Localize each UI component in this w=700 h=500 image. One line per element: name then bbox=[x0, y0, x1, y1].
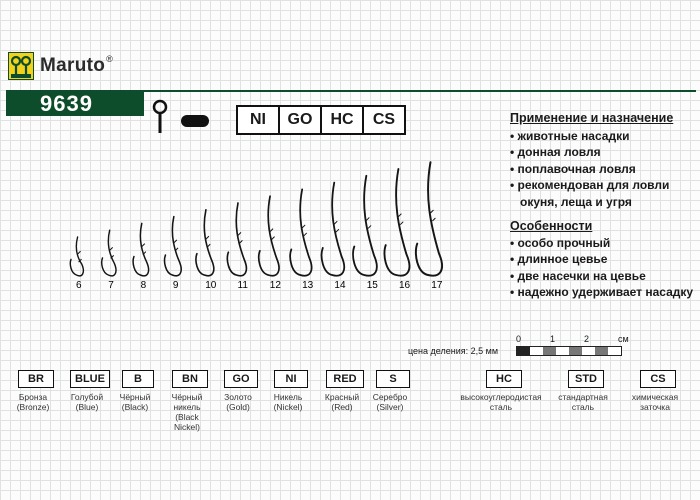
list-item: • надежно удерживает насадку bbox=[510, 284, 696, 300]
brand-name: Maruto® bbox=[40, 53, 114, 76]
hook-size-label: 15 bbox=[366, 280, 378, 291]
hook-size-label: 14 bbox=[334, 280, 346, 291]
legend-code-std: STD bbox=[568, 370, 604, 388]
hook-17 bbox=[416, 162, 443, 291]
hook-size-label: 16 bbox=[399, 280, 411, 291]
legend-code-ni: NI bbox=[274, 370, 308, 388]
legend-caption: Голубой (Blue) bbox=[70, 392, 104, 412]
legend-caption: Серебро (Silver) bbox=[372, 392, 408, 412]
scale-tick: 2 bbox=[584, 334, 590, 344]
hook-size-label: 13 bbox=[302, 280, 314, 291]
legend-caption: Чёрный (Black) bbox=[119, 392, 151, 412]
legend-code-go: GO bbox=[224, 370, 258, 388]
ring-eye-icon bbox=[150, 99, 176, 135]
hook-size-label: 11 bbox=[237, 280, 248, 291]
legend-code-bn: BN bbox=[172, 370, 208, 388]
coating-code: GO bbox=[278, 107, 320, 133]
legend-caption: высокоуглеродистая сталь bbox=[460, 392, 542, 412]
hook-size-label: 10 bbox=[205, 280, 217, 291]
list-item: • донная ловля bbox=[510, 144, 696, 160]
list-item: • рекомендован для ловли окуня, леща и угря bbox=[510, 177, 696, 210]
application-list bbox=[510, 128, 696, 210]
legend-code-blue: BLUE bbox=[70, 370, 110, 388]
list-item: • поплавочная ловля bbox=[510, 161, 696, 177]
coating-code: CS bbox=[362, 107, 404, 133]
hook-7 bbox=[102, 230, 116, 291]
coating-code: HC bbox=[320, 107, 362, 133]
scale-ticks bbox=[516, 334, 636, 346]
hook-size-label: 17 bbox=[431, 280, 443, 291]
hook-9 bbox=[165, 217, 182, 291]
legend-caption: Никель (Nickel) bbox=[273, 392, 303, 412]
flattened-shank-icon bbox=[181, 115, 209, 127]
legend-caption: Бронза (Bronze) bbox=[16, 392, 50, 412]
features-list bbox=[510, 235, 696, 301]
brand-logo-icon bbox=[8, 52, 34, 80]
list-item: • животные насадки bbox=[510, 128, 696, 144]
hook-size-label: 6 bbox=[76, 280, 82, 291]
legend-code-b: B bbox=[122, 370, 154, 388]
legend-code-hc: HC bbox=[486, 370, 522, 388]
hook-size-label: 8 bbox=[140, 280, 147, 291]
model-number: 9639 bbox=[40, 91, 93, 116]
legend-code-s: S bbox=[376, 370, 410, 388]
scale-tick: 0 bbox=[516, 334, 522, 344]
hook-size-label: 7 bbox=[108, 280, 114, 291]
list-item: • две насечки на цевье bbox=[510, 268, 696, 284]
scale-bar bbox=[516, 346, 622, 356]
features-title: Особенности bbox=[510, 219, 593, 233]
list-item: • особо прочный bbox=[510, 235, 696, 251]
coating-code: NI bbox=[250, 111, 266, 128]
legend-caption: Золото (Gold) bbox=[224, 392, 252, 412]
legend-caption: химическая заточка bbox=[631, 392, 679, 412]
hook-16 bbox=[384, 169, 410, 291]
hook-11 bbox=[227, 203, 248, 291]
hook-15 bbox=[353, 176, 378, 291]
hook-14 bbox=[322, 183, 346, 291]
hook-12 bbox=[259, 196, 282, 291]
hook-6 bbox=[70, 237, 83, 291]
legend-caption: Красный (Red) bbox=[324, 392, 360, 412]
hook-size-label: 9 bbox=[172, 280, 179, 291]
list-item: • длинное цевье bbox=[510, 251, 696, 267]
scale-label: цена деления: 2,5 мм bbox=[408, 346, 499, 356]
legend-caption: Чёрный никель (Black Nickel) bbox=[171, 392, 203, 432]
legend-code-red: RED bbox=[326, 370, 364, 388]
legend-code-br: BR bbox=[18, 370, 54, 388]
scale-tick: 1 bbox=[550, 334, 556, 344]
application-title: Применение и назначение bbox=[510, 111, 674, 125]
hook-8 bbox=[133, 223, 148, 291]
hook-13 bbox=[290, 189, 313, 291]
header-coatings bbox=[236, 105, 406, 135]
legend-caption: стандартная сталь bbox=[558, 392, 608, 412]
hook-10 bbox=[196, 210, 217, 291]
scale-tick: см bbox=[618, 334, 629, 344]
hook-size-label: 12 bbox=[269, 280, 281, 291]
legend-code-cs: CS bbox=[640, 370, 676, 388]
hook-size-chart bbox=[60, 150, 480, 295]
